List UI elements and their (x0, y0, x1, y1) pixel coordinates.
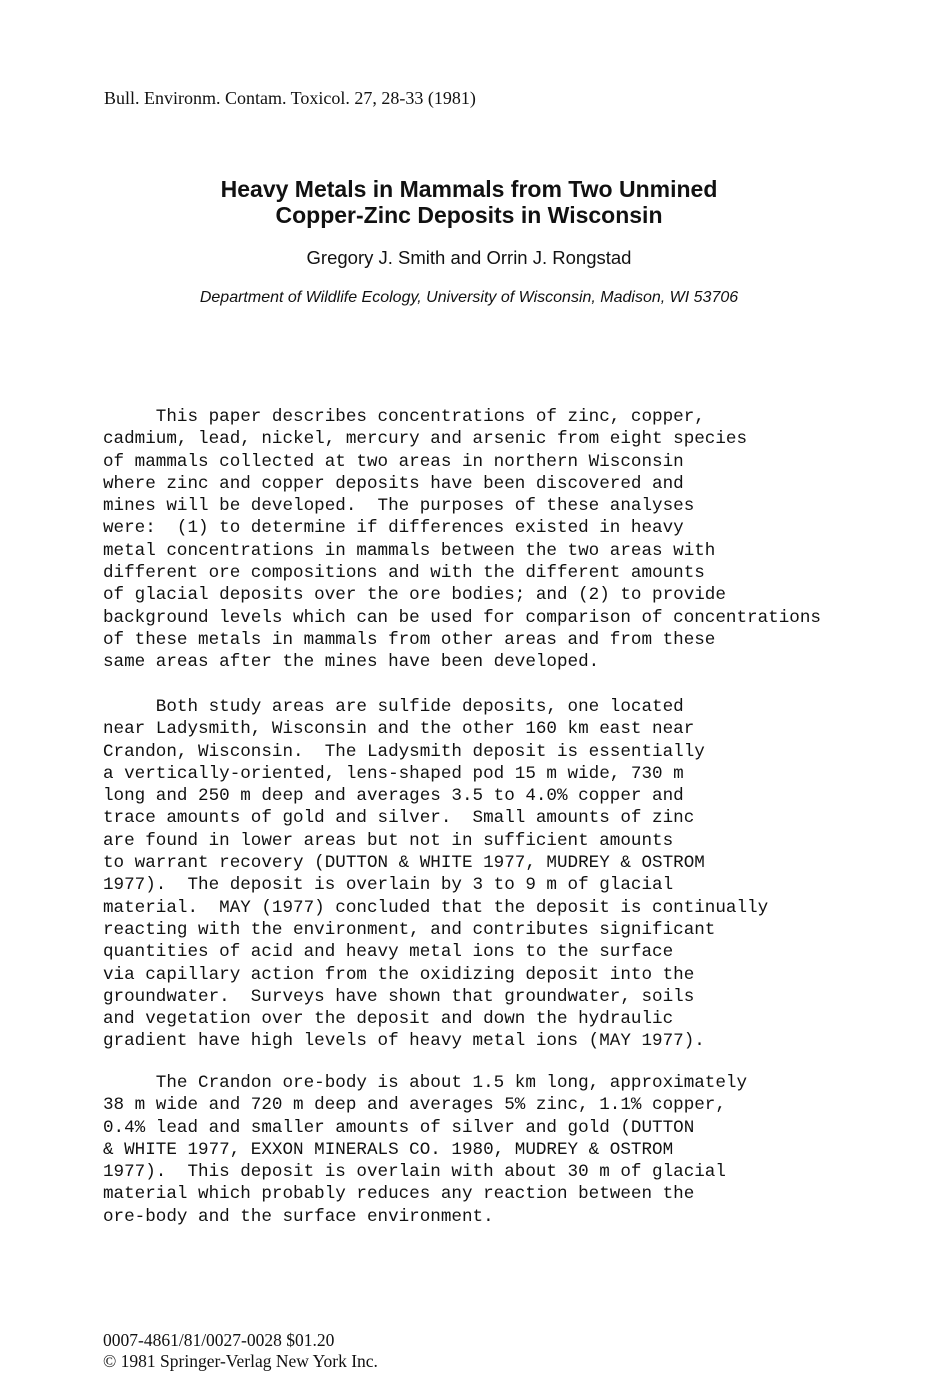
text-line: to warrant recovery (DUTTON & WHITE 1977, MUDREY & OSTROM (103, 853, 705, 874)
copyright-notice: © 1981 Springer-Verlag New York Inc. (103, 1351, 378, 1371)
text-line: via capillary action from the oxidizing deposit into the (103, 964, 695, 985)
text-line: 1977). The deposit is overlain by 3 to 9 m of glacial (103, 875, 674, 896)
text-line: trace amounts of gold and silver. Small amounts of zinc (103, 808, 695, 829)
title-line: Heavy Metals in Mammals from Two Unmined (220, 176, 718, 202)
price-code: 0007-4861/81/0027-0028 $01.20 (103, 1330, 335, 1350)
text-line: of these metals in mammals from other areas and from these (103, 629, 716, 650)
text-line: material. MAY (1977) concluded that the deposit is continually (103, 897, 769, 918)
article-title (0, 176, 938, 228)
text-line: metal concentrations in mammals between the two areas with (103, 540, 716, 561)
publication-footer (103, 1330, 378, 1372)
text-line: 1977). This deposit is overlain with about 30 m of glacial (103, 1162, 726, 1183)
text-line: of glacial deposits over the ore bodies; and (2) to provide (103, 585, 726, 606)
text-line: ore-body and the surface environment. (103, 1206, 494, 1227)
text-line: gradient have high levels of heavy metal ions (MAY 1977). (103, 1031, 705, 1052)
text-line: material which probably reduces any reaction between the (103, 1184, 695, 1205)
text-line: were: (1) to determine if differences existed in heavy (103, 518, 684, 539)
text-line: quantities of acid and heavy metal ions to the surface (103, 942, 674, 963)
text-line: of mammals collected at two areas in northern Wisconsin (103, 451, 684, 472)
title-line: Copper-Zinc Deposits in Wisconsin (275, 202, 663, 228)
text-line: reacting with the environment, and contributes significant (103, 919, 716, 940)
paragraph (103, 1072, 747, 1228)
text-line: This paper describes concentrations of zinc, copper, (103, 407, 705, 427)
text-line: cadmium, lead, nickel, mercury and arsenic from eight species (103, 429, 748, 450)
text-line: same areas after the mines have been developed. (103, 652, 600, 673)
text-line: 0.4% lead and smaller amounts of silver and gold (DUTTON (103, 1117, 695, 1138)
paragraph (103, 696, 768, 1053)
authors: Gregory J. Smith and Orrin J. Rongstad (306, 247, 632, 268)
text-line: Crandon, Wisconsin. The Ladysmith deposit is essentially (103, 741, 705, 762)
text-line: Both study areas are sulfide deposits, one located (103, 697, 684, 717)
text-line: are found in lower areas but not in sufficient amounts (103, 830, 674, 851)
text-line: and vegetation over the deposit and down the hydraulic (103, 1009, 674, 1030)
text-line: near Ladysmith, Wisconsin and the other 160 km east near (103, 719, 695, 740)
text-line: groundwater. Surveys have shown that groundwater, soils (103, 986, 695, 1007)
text-line: background levels which can be used for comparison of concentrations (103, 607, 821, 628)
text-line: mines will be developed. The purposes of these analyses (103, 496, 695, 517)
text-line: different ore compositions and with the different amounts (103, 563, 705, 584)
affiliation: Department of Wildlife Ecology, University of Wisconsin, Madison, WI 53706 (199, 289, 739, 306)
text-line: 38 m wide and 720 m deep and averages 5% zinc, 1.1% copper, (103, 1095, 726, 1116)
journal-citation: Bull. Environm. Contam. Toxicol. 27, 28-33 (1981) (104, 88, 476, 108)
text-line: a vertically-oriented, lens-shaped pod 15 m wide, 730 m (103, 763, 684, 784)
text-line: The Crandon ore-body is about 1.5 km long, approximately (103, 1073, 748, 1093)
text-line: where zinc and copper deposits have been discovered and (103, 473, 684, 494)
paragraph (103, 406, 821, 674)
text-line: & WHITE 1977, EXXON MINERALS CO. 1980, MUDREY & OSTROM (103, 1139, 674, 1160)
text-line: long and 250 m deep and averages 3.5 to 4.0% copper and (103, 786, 684, 807)
